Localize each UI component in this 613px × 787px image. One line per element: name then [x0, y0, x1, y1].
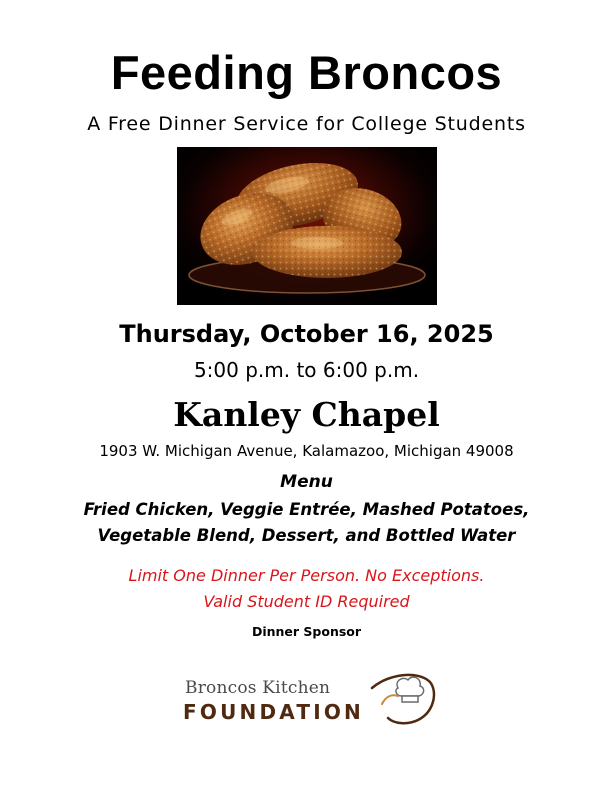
logo-bottom-line: FOUNDATION — [183, 700, 364, 724]
chef-hat-icon — [368, 668, 438, 728]
event-date: Thursday, October 16, 2025 — [119, 320, 494, 348]
menu-line: Vegetable Blend, Dessert, and Bottled Water — [97, 526, 516, 545]
event-venue: Kanley Chapel — [173, 395, 440, 434]
event-time: 5:00 p.m. to 6:00 p.m. — [193, 358, 420, 382]
broncos-kitchen-foundation-logo — [180, 668, 440, 728]
flyer-title: Feeding Broncos — [110, 46, 503, 99]
fried-chicken-illustration — [177, 147, 437, 305]
menu-heading: Menu — [280, 472, 333, 492]
menu-line: Fried Chicken, Veggie Entrée, Mashed Potatoes, — [83, 500, 530, 519]
logo-top-text: Broncos Kitchen — [185, 678, 331, 698]
flyer-subtitle: A Free Dinner Service for College Students — [87, 113, 526, 135]
logo-top-line — [185, 678, 330, 698]
id-required-notice: Valid Student ID Required — [203, 592, 410, 611]
fried-chicken-photo — [177, 147, 437, 305]
venue-address: 1903 W. Michigan Avenue, Kalamazoo, Michigan 49008 — [99, 442, 514, 460]
limit-notice: Limit One Dinner Per Person. No Exceptions. — [128, 566, 485, 585]
sponsor-label: Dinner Sponsor — [251, 624, 362, 639]
